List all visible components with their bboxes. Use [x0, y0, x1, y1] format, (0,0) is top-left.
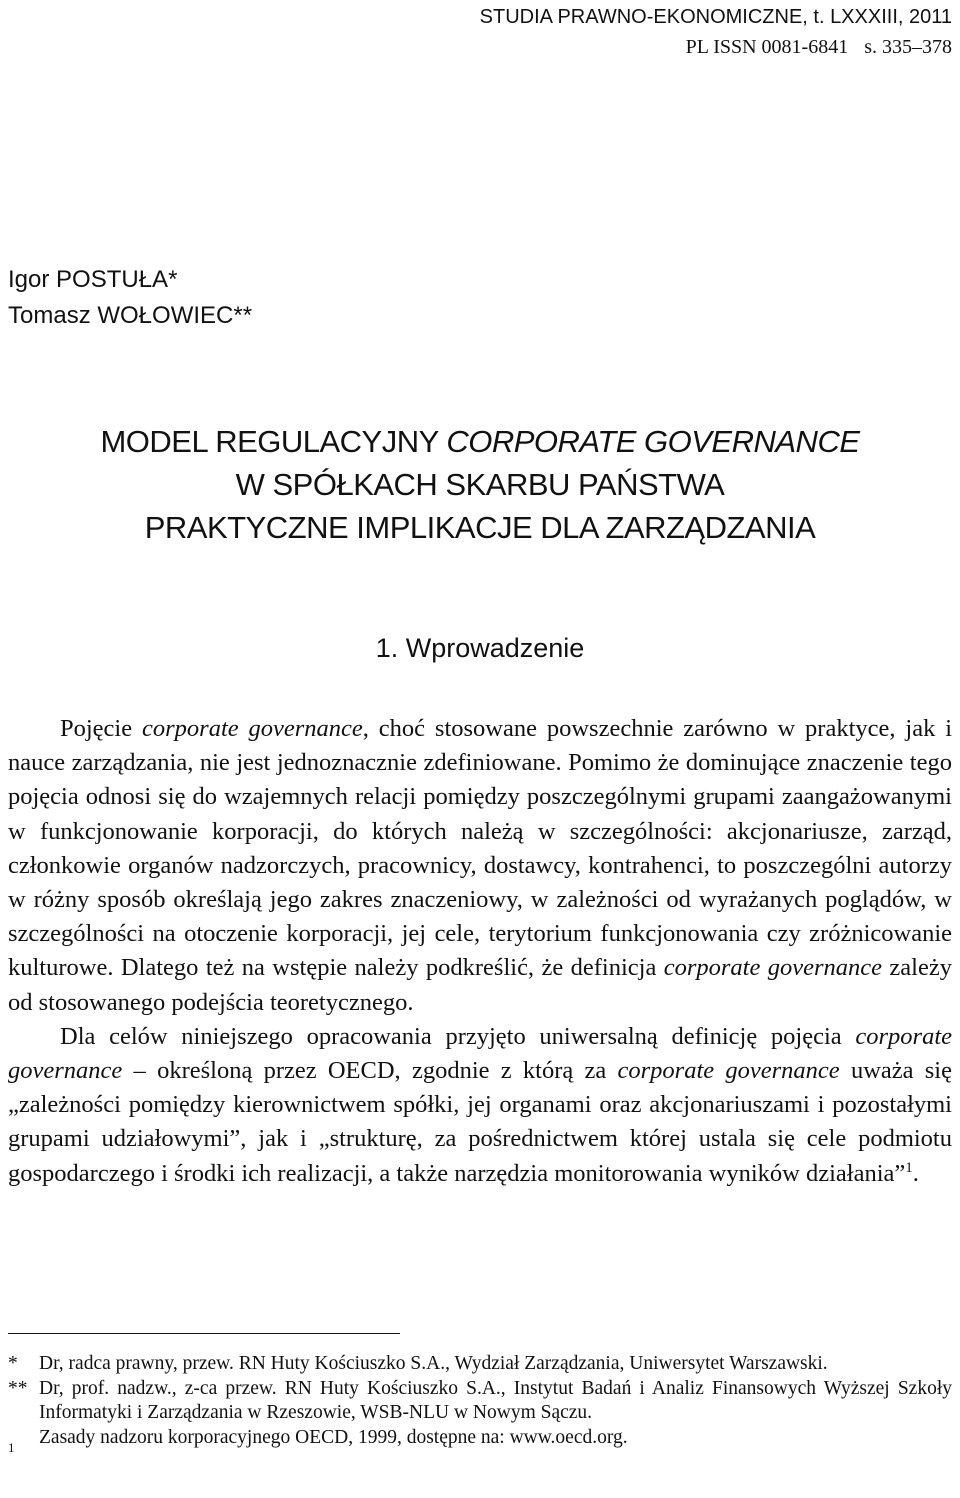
footnote-text: Dr, prof. nadzw., z-ca przew. RN Huty Kościuszko S.A., Instytut Badań i Analiz Finansowych Wyższej Szkoły Informatyki i Zarządzania w Rzeszowie, WSB-NLU w Nowym Sączu.	[39, 1377, 952, 1423]
footnotes	[8, 1352, 952, 1455]
footnote-mark: 1	[8, 1439, 15, 1455]
title-line: W SPÓŁKACH SKARBU PAŃSTWA	[235, 467, 725, 502]
section-heading: 1. Wprowadzenie	[375, 633, 585, 663]
title-line: MODEL REGULACYJNY CORPORATE GOVERNANCE	[100, 424, 860, 459]
journal-issn-line	[480, 32, 952, 62]
author: Igor POSTUŁA*	[8, 266, 178, 293]
title-line: PRAKTYCZNE IMPLIKACJE DLA ZARZĄDZANIA	[144, 510, 816, 545]
author-footnote-mark: *	[168, 266, 178, 293]
journal-header	[480, 2, 952, 62]
footnote-separator	[8, 1333, 400, 1334]
journal-issn: PL ISSN 0081-6841	[685, 36, 849, 58]
author: Tomasz WOŁOWIEC**	[8, 302, 253, 329]
journal-name: STUDIA PRAWNO-EKONOMICZNE, t. LXXXIII, 2011	[479, 6, 952, 28]
footnote-text: Dr, radca prawny, przew. RN Huty Kościuszko S.A., Wydział Zarządzania, Uniwersytet Warszawski.	[39, 1353, 828, 1374]
paragraph: Pojęcie corporate governance, choć stosowane powszechnie zarówno w praktyce, jak i nauce zarządzania, nie jest jednoznacznie zdefiniowane. Pomimo że dominujące znaczenie tego pojęcia odnosi się do wzajemnych relacji pomiędzy poszczególnymi grupami zaangażowanymi w funkcjonowanie korporacji, do których należą w szczególności: akcjonariusze, zarząd, członkowie organów nadzorczych, pracownicy, dostawcy, kontrahenci, to poszczególni autorzy w różny sposób określają jego zakres znaczeniowy, w zależności od wyrażanych poglądów, w szczególności na otoczenie korporacji, jej cele, terytorium funkcjonowania czy zróżnicowanie kulturowe. Dlatego też na wstępie należy podkreślić, że definicja corporate governance zależy od stosowanego podejścia teoretycznego.	[8, 715, 952, 1016]
footnote	[8, 1377, 952, 1426]
author-list	[8, 262, 252, 334]
footnote	[8, 1352, 952, 1377]
footnote-mark: **	[8, 1377, 28, 1399]
journal-pages: s. 335–378	[864, 36, 952, 58]
article-title	[0, 420, 960, 549]
footnote-reference: 1	[905, 1159, 913, 1176]
author-footnote-mark: **	[233, 302, 253, 329]
footnote-mark: *	[8, 1353, 18, 1374]
footnote	[8, 1426, 952, 1455]
body-text	[8, 712, 952, 1191]
footnote-text: Zasady nadzoru korporacyjnego OECD, 1999, dostępne na: www.oecd.org.	[39, 1426, 628, 1448]
paragraph: Dla celów niniejszego opracowania przyjęto uniwersalną definicję pojęcia corporate governance – określoną przez OECD, zgodnie z którą za corporate governance uważa się „zależności pomiędzy kierownictwem spółki, jej organami oraz akcjonariuszami i pozostałymi grupami udziałowymi”, jak i „strukturę, za pośrednictwem której ustala się cele podmiotu gospodarczego i środki ich realizacji, a także narzędzia monitorowania wyników działania”$^1$.	[8, 1022, 952, 1187]
